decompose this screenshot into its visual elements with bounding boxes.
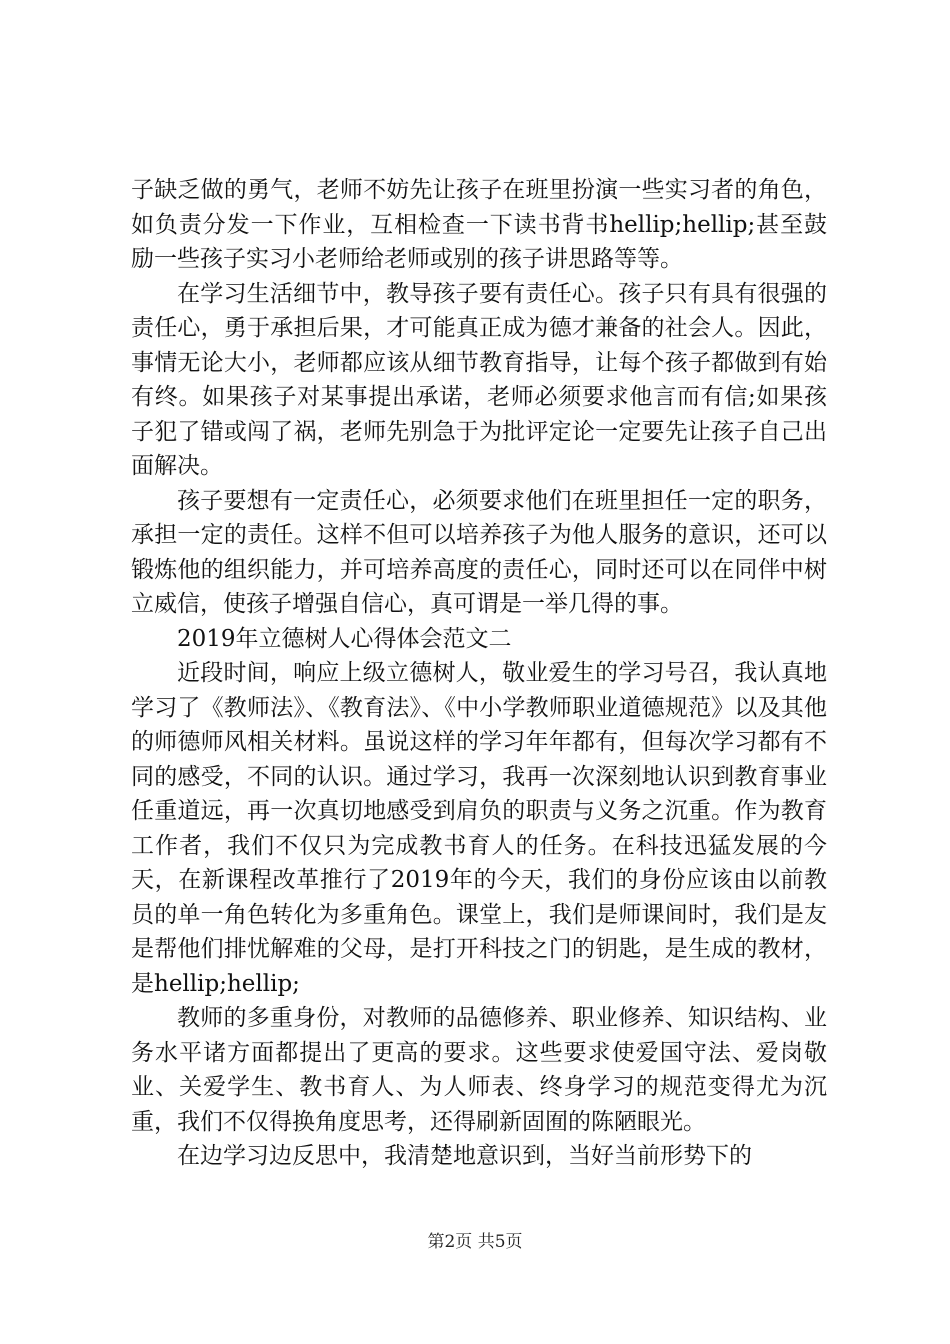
- paragraph-continuation: 子缺乏做的勇气，老师不妨先让孩子在班里扮演一些实习者的角色，如负责分发一下作业，互相检查一下读书背书hellip;hellip;甚至鼓励一些孩子实习小老师给老师或别的孩子讲思路等等。: [131, 177, 827, 272]
- document-body: [131, 173, 827, 1174]
- paragraph-teacher-roles: 教师的多重身份，对教师的品德修养、职业修养、知识结构、业务水平诸方面都提出了更高的要求。这些要求使爱国守法、爱岗敬业、关爱学生、教书育人、为人师表、终身学习的规范变得尤为沉重，我们不仅得换角度思考，还得刷新固囿的陈陋眼光。: [131, 1005, 827, 1135]
- section-title: 2019年立德树人心得体会范文二: [177, 625, 512, 652]
- page-number-footer: 第2页 共5页: [427, 1232, 523, 1252]
- paragraph-final-fragment: 在边学习边反思中，我清楚地意识到，当好当前形势下的: [177, 1143, 752, 1169]
- paragraph-study-reflection: 近段时间，响应上级立德树人，敬业爱生的学习号召，我认真地学习了《教师法》、《教育法》、《中小学教师职业道德规范》以及其他的师德师风相关材料。虽说这样的学习年年都有，但每次学习都有不同的感受，不同的认识。通过学习，我再一次深刻地认识到教育事业任重道远，再一次真切地感受到肩负的职责与义务之沉重。作为教育工作者，我们不仅只为完成教书育人的任务。在科技迅猛发展的今天，在新课程改革推行了2019年的今天，我们的身份应该由以前教员的单一角色转化为多重角色。课堂上，我们是师课间时，我们是友是帮他们排忧解难的父母，是打开科技之门的钥匙，是生成的教材，是hellip;hellip;: [131, 660, 827, 997]
- paragraph-class-duties: 孩子要想有一定责任心，必须要求他们在班里担任一定的职务，承担一定的责任。这样不但可以培养孩子为他人服务的意识，还可以锻炼他的组织能力，并可培养高度的责任心，同时还可以在同伴中树立威信，使孩子增强自信心，真可谓是一举几得的事。: [131, 487, 827, 617]
- paragraph-responsibility: 在学习生活细节中，教导孩子要有责任心。孩子只有具有很强的责任心，勇于承担后果，才可能真正成为德才兼备的社会人。因此，事情无论大小，老师都应该从细节教育指导，让每个孩子都做到有始有终。如果孩子对某事提出承诺，老师必须要求他言而有信;如果孩子犯了错或闯了祸，老师先别急于为批评定论一定要先让孩子自己出面解决。: [131, 280, 827, 479]
